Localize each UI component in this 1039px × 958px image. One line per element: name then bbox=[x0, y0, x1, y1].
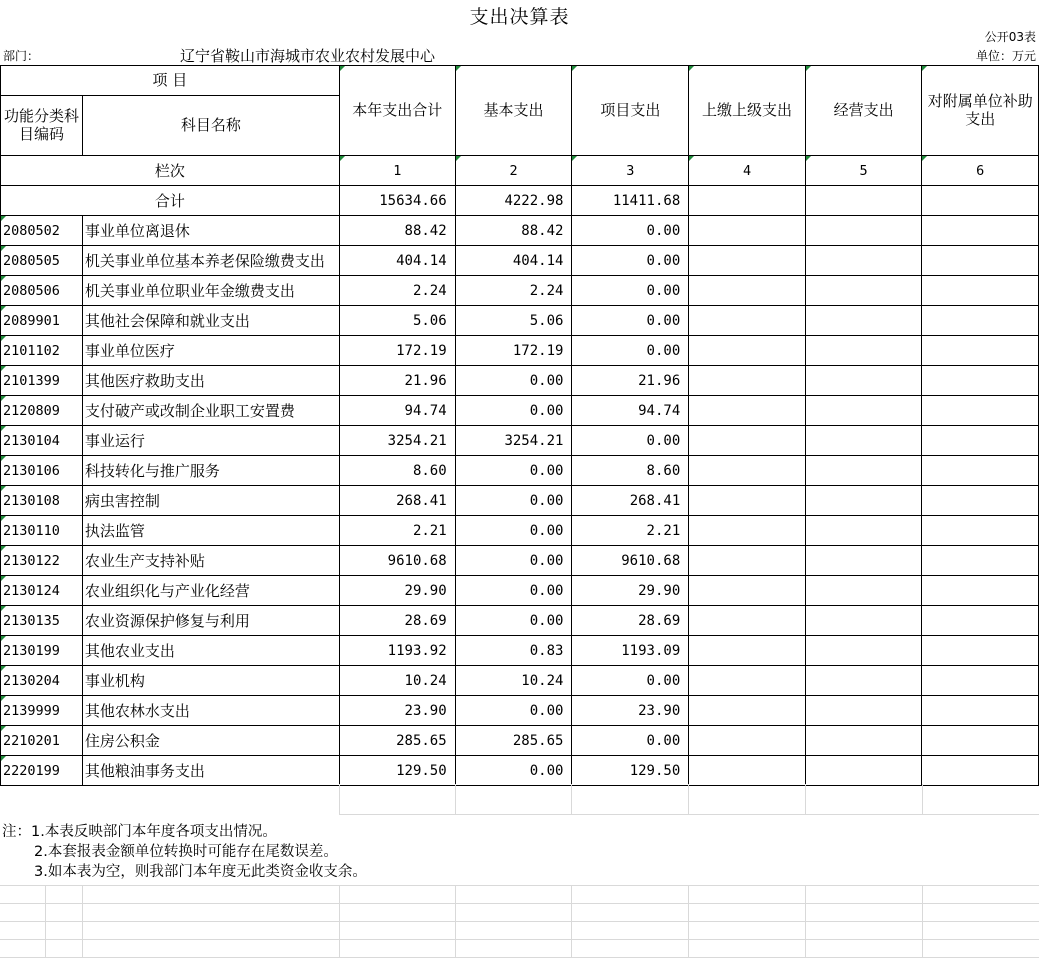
row-subsidy[interactable] bbox=[922, 726, 1039, 756]
row-upper-remit[interactable] bbox=[689, 306, 806, 336]
row-code[interactable]: 2120809 bbox=[1, 396, 83, 426]
row-basic[interactable]: 0.00 bbox=[455, 456, 572, 486]
expenditure-table bbox=[0, 65, 1039, 786]
header-upper-remit[interactable]: 上缴上级支出 bbox=[689, 66, 806, 156]
row-name[interactable]: 农业生产支持补贴 bbox=[82, 546, 339, 576]
row-code[interactable]: 2220199 bbox=[1, 756, 83, 786]
gridline bbox=[805, 885, 806, 958]
row-basic[interactable]: 0.00 bbox=[455, 576, 572, 606]
total-c5[interactable] bbox=[805, 186, 922, 216]
row-basic[interactable]: 3254.21 bbox=[455, 426, 572, 456]
form-number: 公开03表 bbox=[984, 30, 1036, 44]
gridline bbox=[805, 784, 806, 814]
row-project[interactable]: 94.74 bbox=[572, 396, 689, 426]
total-c3[interactable]: 11411.68 bbox=[572, 186, 689, 216]
row-upper-remit[interactable] bbox=[689, 426, 806, 456]
table-row bbox=[1, 606, 1039, 636]
row-upper-remit[interactable] bbox=[689, 726, 806, 756]
gridline bbox=[339, 885, 340, 958]
row-code[interactable]: 2210201 bbox=[1, 726, 83, 756]
gridline bbox=[0, 939, 1039, 940]
row-total[interactable]: 268.41 bbox=[339, 486, 455, 516]
row-name[interactable]: 执法监管 bbox=[82, 516, 339, 546]
row-total[interactable]: 172.19 bbox=[339, 336, 455, 366]
gridline bbox=[0, 903, 1039, 904]
index-4[interactable]: 4 bbox=[689, 156, 806, 186]
row-total[interactable]: 129.50 bbox=[339, 756, 455, 786]
row-total[interactable]: 3254.21 bbox=[339, 426, 455, 456]
row-basic[interactable]: 10.24 bbox=[455, 666, 572, 696]
gridline bbox=[455, 885, 456, 958]
row-name[interactable]: 事业机构 bbox=[82, 666, 339, 696]
row-upper-remit[interactable] bbox=[689, 606, 806, 636]
row-name[interactable]: 科技转化与推广服务 bbox=[82, 456, 339, 486]
row-upper-remit[interactable] bbox=[689, 216, 806, 246]
row-total[interactable]: 23.90 bbox=[339, 696, 455, 726]
table-row bbox=[1, 726, 1039, 756]
table-row bbox=[1, 636, 1039, 666]
row-basic[interactable]: 0.00 bbox=[455, 396, 572, 426]
row-basic[interactable]: 0.00 bbox=[455, 366, 572, 396]
row-subsidy[interactable] bbox=[922, 366, 1039, 396]
row-project[interactable]: 0.00 bbox=[572, 276, 689, 306]
header-basic-expenditure[interactable]: 基本支出 bbox=[455, 66, 572, 156]
row-name[interactable]: 其他粮油事务支出 bbox=[82, 756, 339, 786]
row-basic[interactable]: 172.19 bbox=[455, 336, 572, 366]
table-row bbox=[1, 576, 1039, 606]
row-name[interactable]: 其他社会保障和就业支出 bbox=[82, 306, 339, 336]
row-business[interactable] bbox=[805, 636, 922, 666]
row-total[interactable]: 5.06 bbox=[339, 306, 455, 336]
row-subsidy[interactable] bbox=[922, 456, 1039, 486]
row-total[interactable]: 285.65 bbox=[339, 726, 455, 756]
index-6[interactable]: 6 bbox=[922, 156, 1039, 186]
row-subsidy[interactable] bbox=[922, 306, 1039, 336]
department-label: 部门： bbox=[3, 49, 40, 63]
row-code[interactable]: 2130122 bbox=[1, 546, 83, 576]
row-business[interactable] bbox=[805, 606, 922, 636]
gridline bbox=[339, 784, 340, 814]
header-name[interactable]: 科目名称 bbox=[82, 96, 339, 156]
row-upper-remit[interactable] bbox=[689, 636, 806, 666]
index-1[interactable]: 1 bbox=[339, 156, 455, 186]
row-business[interactable] bbox=[805, 726, 922, 756]
total-row bbox=[1, 186, 1039, 216]
header-total-expenditure[interactable]: 本年支出合计 bbox=[339, 66, 455, 156]
row-project[interactable]: 0.00 bbox=[572, 426, 689, 456]
row-upper-remit[interactable] bbox=[689, 576, 806, 606]
table-row bbox=[1, 426, 1039, 456]
row-business[interactable] bbox=[805, 336, 922, 366]
gridline bbox=[82, 885, 83, 958]
table-row bbox=[1, 246, 1039, 276]
row-total[interactable]: 2.24 bbox=[339, 276, 455, 306]
row-total[interactable]: 1193.92 bbox=[339, 636, 455, 666]
gridline bbox=[0, 921, 1039, 922]
total-c4[interactable] bbox=[689, 186, 806, 216]
gridline bbox=[339, 814, 1039, 815]
row-total[interactable]: 10.24 bbox=[339, 666, 455, 696]
header-subsidiary-subsidy[interactable]: 对附属单位补助支出 bbox=[922, 66, 1039, 156]
row-business[interactable] bbox=[805, 306, 922, 336]
row-total[interactable]: 28.69 bbox=[339, 606, 455, 636]
row-upper-remit[interactable] bbox=[689, 456, 806, 486]
row-project[interactable]: 29.90 bbox=[572, 576, 689, 606]
row-code[interactable]: 2101102 bbox=[1, 336, 83, 366]
row-project[interactable]: 268.41 bbox=[572, 486, 689, 516]
row-upper-remit[interactable] bbox=[689, 546, 806, 576]
note-1: 注：1.本表反映部门本年度各项支出情况。 bbox=[2, 824, 277, 840]
index-5[interactable]: 5 bbox=[805, 156, 922, 186]
row-subsidy[interactable] bbox=[922, 606, 1039, 636]
row-name[interactable]: 病虫害控制 bbox=[82, 486, 339, 516]
row-total[interactable]: 88.42 bbox=[339, 216, 455, 246]
row-project[interactable]: 0.00 bbox=[572, 336, 689, 366]
note-3: 3.如本表为空，则我部门本年度无此类资金收支余。 bbox=[34, 864, 367, 880]
row-project[interactable]: 1193.09 bbox=[572, 636, 689, 666]
row-upper-remit[interactable] bbox=[689, 336, 806, 366]
unit-label: 单位：万元 bbox=[975, 49, 1036, 63]
row-business[interactable] bbox=[805, 216, 922, 246]
row-name[interactable]: 农业组织化与产业化经营 bbox=[82, 576, 339, 606]
row-code[interactable]: 2080502 bbox=[1, 216, 83, 246]
row-business[interactable] bbox=[805, 516, 922, 546]
row-total[interactable]: 2.21 bbox=[339, 516, 455, 546]
row-subsidy[interactable] bbox=[922, 636, 1039, 666]
row-name[interactable]: 事业运行 bbox=[82, 426, 339, 456]
row-code[interactable]: 2080506 bbox=[1, 276, 83, 306]
row-basic[interactable]: 0.00 bbox=[455, 516, 572, 546]
row-business[interactable] bbox=[805, 246, 922, 276]
row-code[interactable]: 2089901 bbox=[1, 306, 83, 336]
row-name[interactable]: 其他农林水支出 bbox=[82, 696, 339, 726]
row-business[interactable] bbox=[805, 426, 922, 456]
row-basic[interactable]: 0.00 bbox=[455, 756, 572, 786]
row-subsidy[interactable] bbox=[922, 336, 1039, 366]
row-total[interactable]: 21.96 bbox=[339, 366, 455, 396]
row-basic[interactable]: 5.06 bbox=[455, 306, 572, 336]
row-code[interactable]: 2130106 bbox=[1, 456, 83, 486]
row-total[interactable]: 29.90 bbox=[339, 576, 455, 606]
row-total[interactable]: 9610.68 bbox=[339, 546, 455, 576]
row-project[interactable]: 0.00 bbox=[572, 246, 689, 276]
row-basic[interactable]: 404.14 bbox=[455, 246, 572, 276]
row-upper-remit[interactable] bbox=[689, 696, 806, 726]
row-project[interactable]: 2.21 bbox=[572, 516, 689, 546]
row-name[interactable]: 其他农业支出 bbox=[82, 636, 339, 666]
row-business[interactable] bbox=[805, 276, 922, 306]
gridline bbox=[455, 784, 456, 814]
header-item[interactable]: 项 目 bbox=[1, 66, 340, 96]
report-title: 支出决算表 bbox=[469, 6, 570, 28]
table-row bbox=[1, 486, 1039, 516]
row-subsidy[interactable] bbox=[922, 246, 1039, 276]
row-upper-remit[interactable] bbox=[689, 516, 806, 546]
total-label[interactable]: 合计 bbox=[1, 186, 340, 216]
row-subsidy[interactable] bbox=[922, 756, 1039, 786]
row-subsidy[interactable] bbox=[922, 276, 1039, 306]
row-code[interactable]: 2130199 bbox=[1, 636, 83, 666]
row-name[interactable]: 住房公积金 bbox=[82, 726, 339, 756]
row-name[interactable]: 支付破产或改制企业职工安置费 bbox=[82, 396, 339, 426]
row-name[interactable]: 其他医疗救助支出 bbox=[82, 366, 339, 396]
row-code[interactable]: 2130110 bbox=[1, 516, 83, 546]
row-project[interactable]: 129.50 bbox=[572, 756, 689, 786]
row-name[interactable]: 事业单位医疗 bbox=[82, 336, 339, 366]
table-row bbox=[1, 396, 1039, 426]
row-subsidy[interactable] bbox=[922, 516, 1039, 546]
row-index-label[interactable]: 栏次 bbox=[1, 156, 340, 186]
row-project[interactable]: 9610.68 bbox=[572, 546, 689, 576]
row-project[interactable]: 21.96 bbox=[572, 366, 689, 396]
table-row bbox=[1, 366, 1039, 396]
row-project[interactable]: 28.69 bbox=[572, 606, 689, 636]
row-business[interactable] bbox=[805, 486, 922, 516]
row-project[interactable]: 0.00 bbox=[572, 306, 689, 336]
row-basic[interactable]: 0.00 bbox=[455, 606, 572, 636]
row-subsidy[interactable] bbox=[922, 486, 1039, 516]
index-3[interactable]: 3 bbox=[572, 156, 689, 186]
department-name: 辽宁省鞍山市海城市农业农村发展中心 bbox=[180, 47, 436, 65]
table-row bbox=[1, 306, 1039, 336]
row-project[interactable]: 0.00 bbox=[572, 216, 689, 246]
row-name[interactable]: 机关事业单位基本养老保险缴费支出 bbox=[82, 246, 339, 276]
row-project[interactable]: 0.00 bbox=[572, 726, 689, 756]
gridline bbox=[922, 784, 923, 814]
row-code[interactable]: 2130108 bbox=[1, 486, 83, 516]
row-subsidy[interactable] bbox=[922, 396, 1039, 426]
row-code[interactable]: 2130204 bbox=[1, 666, 83, 696]
gridline bbox=[922, 885, 923, 958]
index-2[interactable]: 2 bbox=[455, 156, 572, 186]
row-code[interactable]: 2130104 bbox=[1, 426, 83, 456]
row-code[interactable]: 2139999 bbox=[1, 696, 83, 726]
row-name[interactable]: 机关事业单位职业年金缴费支出 bbox=[82, 276, 339, 306]
row-business[interactable] bbox=[805, 756, 922, 786]
gridline bbox=[571, 784, 572, 814]
table-row bbox=[1, 516, 1039, 546]
row-subsidy[interactable] bbox=[922, 666, 1039, 696]
table-row bbox=[1, 456, 1039, 486]
row-total[interactable]: 404.14 bbox=[339, 246, 455, 276]
table-row bbox=[1, 336, 1039, 366]
row-code[interactable]: 2130135 bbox=[1, 606, 83, 636]
row-subsidy[interactable] bbox=[922, 576, 1039, 606]
notes bbox=[2, 822, 367, 882]
table-row bbox=[1, 546, 1039, 576]
note-2: 2.本套报表金额单位转换时可能存在尾数误差。 bbox=[34, 844, 338, 860]
table-row bbox=[1, 756, 1039, 786]
header-project-expenditure[interactable]: 项目支出 bbox=[572, 66, 689, 156]
row-basic[interactable]: 0.00 bbox=[455, 546, 572, 576]
row-subsidy[interactable] bbox=[922, 546, 1039, 576]
row-upper-remit[interactable] bbox=[689, 276, 806, 306]
total-c6[interactable] bbox=[922, 186, 1039, 216]
row-business[interactable] bbox=[805, 456, 922, 486]
gridline bbox=[688, 885, 689, 958]
row-basic[interactable]: 88.42 bbox=[455, 216, 572, 246]
row-upper-remit[interactable] bbox=[689, 486, 806, 516]
table-row bbox=[1, 696, 1039, 726]
row-project[interactable]: 0.00 bbox=[572, 666, 689, 696]
row-basic[interactable]: 0.00 bbox=[455, 486, 572, 516]
row-project[interactable]: 8.60 bbox=[572, 456, 689, 486]
row-basic[interactable]: 2.24 bbox=[455, 276, 572, 306]
row-code[interactable]: 2080505 bbox=[1, 246, 83, 276]
row-subsidy[interactable] bbox=[922, 696, 1039, 726]
row-subsidy[interactable] bbox=[922, 216, 1039, 246]
row-basic[interactable]: 0.00 bbox=[455, 696, 572, 726]
row-business[interactable] bbox=[805, 366, 922, 396]
table-row bbox=[1, 216, 1039, 246]
row-upper-remit[interactable] bbox=[689, 756, 806, 786]
row-upper-remit[interactable] bbox=[689, 666, 806, 696]
row-name[interactable]: 农业资源保护修复与利用 bbox=[82, 606, 339, 636]
row-basic[interactable]: 0.83 bbox=[455, 636, 572, 666]
total-c1[interactable]: 15634.66 bbox=[339, 186, 455, 216]
row-upper-remit[interactable] bbox=[689, 246, 806, 276]
table-row bbox=[1, 276, 1039, 306]
row-business[interactable] bbox=[805, 576, 922, 606]
row-business[interactable] bbox=[805, 546, 922, 576]
row-basic[interactable]: 285.65 bbox=[455, 726, 572, 756]
row-total[interactable]: 8.60 bbox=[339, 456, 455, 486]
total-c2[interactable]: 4222.98 bbox=[455, 186, 572, 216]
row-subsidy[interactable] bbox=[922, 426, 1039, 456]
row-upper-remit[interactable] bbox=[689, 396, 806, 426]
header-code[interactable]: 功能分类科目编码 bbox=[1, 96, 83, 156]
row-business[interactable] bbox=[805, 666, 922, 696]
row-upper-remit[interactable] bbox=[689, 366, 806, 396]
row-code[interactable]: 2101399 bbox=[1, 366, 83, 396]
gridline bbox=[0, 885, 1039, 886]
row-total[interactable]: 94.74 bbox=[339, 396, 455, 426]
row-business[interactable] bbox=[805, 396, 922, 426]
gridline bbox=[45, 885, 46, 958]
header-business-expenditure[interactable]: 经营支出 bbox=[805, 66, 922, 156]
row-name[interactable]: 事业单位离退休 bbox=[82, 216, 339, 246]
table-row bbox=[1, 666, 1039, 696]
row-code[interactable]: 2130124 bbox=[1, 576, 83, 606]
row-project[interactable]: 23.90 bbox=[572, 696, 689, 726]
gridline bbox=[688, 784, 689, 814]
row-business[interactable] bbox=[805, 696, 922, 726]
gridline bbox=[571, 885, 572, 958]
